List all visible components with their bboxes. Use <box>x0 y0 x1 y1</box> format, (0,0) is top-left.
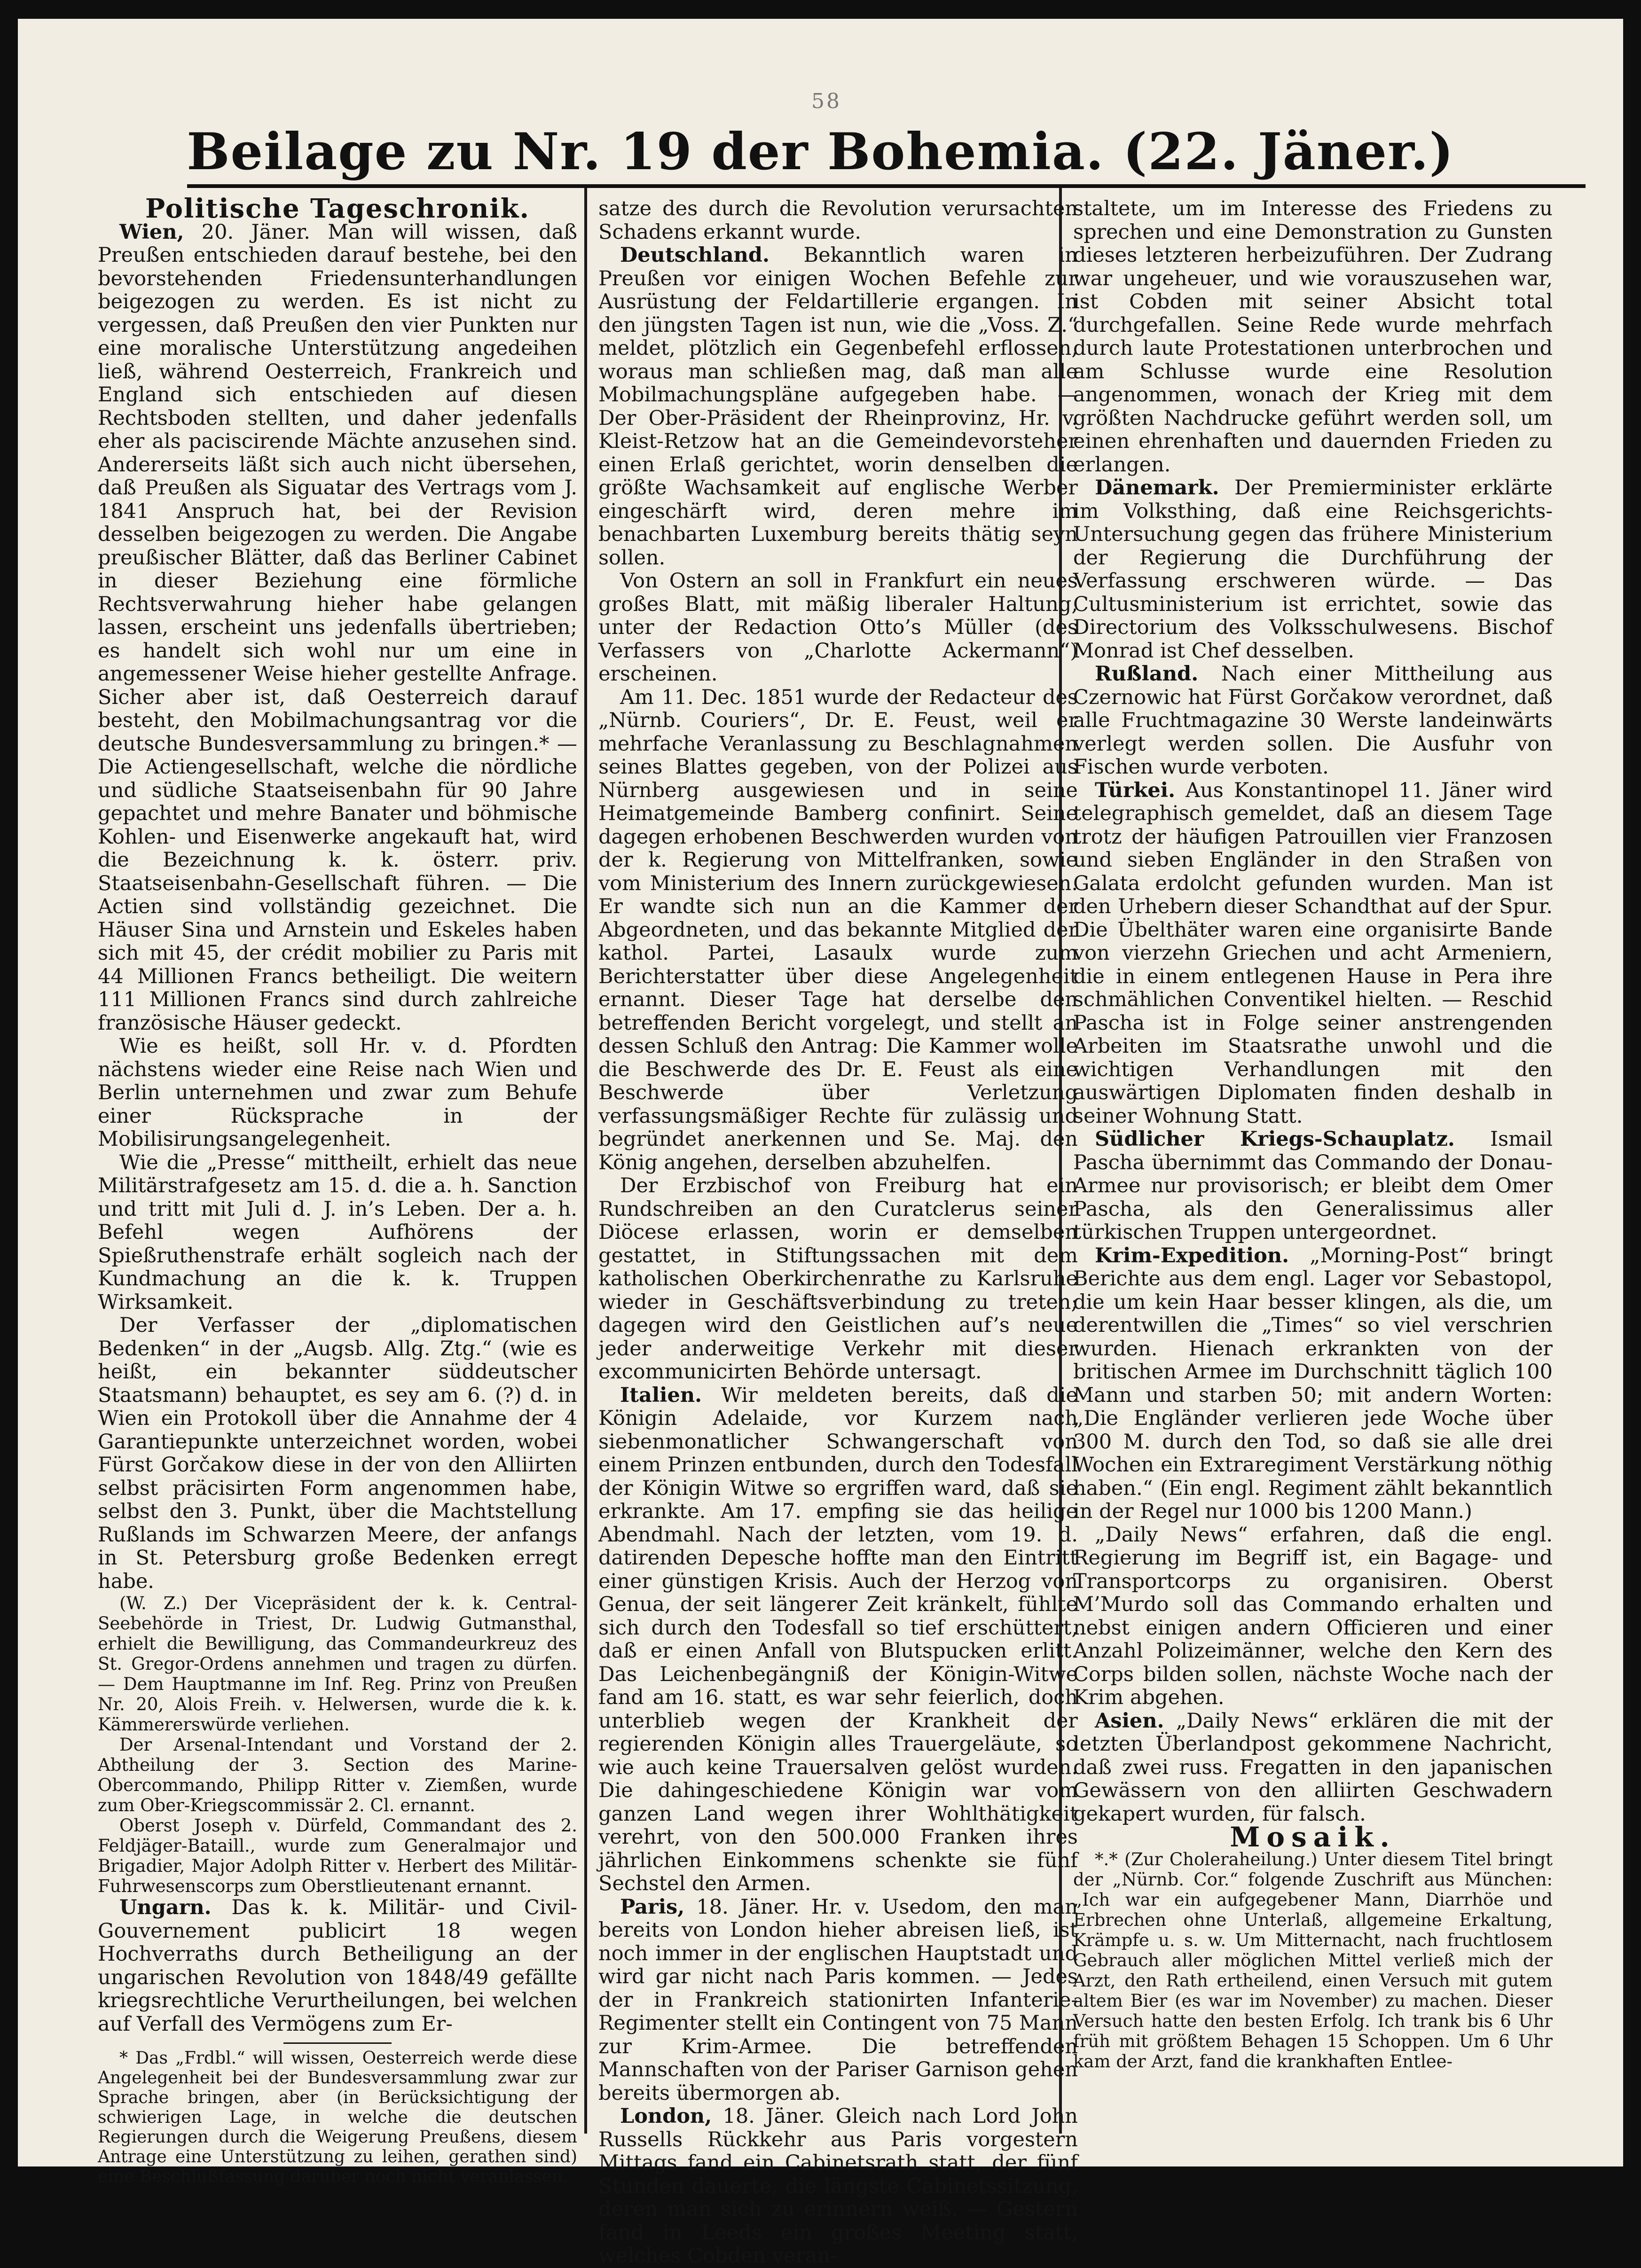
article-pfordten: Wie es heißt, soll Hr. v. d. Pfordten nächstens wieder eine Reise nach Wien und Berlin unternehmen und zwar zum Behufe einer Rücksprache in der Mobilisirungsangelegenheit. <box>98 1034 577 1151</box>
article-krim-expedition <box>1073 1244 1553 1524</box>
dateline-tuerkei: Türkei. <box>1095 778 1176 802</box>
supplement-title: Beilage zu Nr. 19 der Bohemia. (22. Jäner.) <box>187 122 1454 181</box>
notice-arsenal-intendant: Der Arsenal-Intendant und Vorstand der 2. Abtheilung der 3. Section des Marine-Obercommando, Philipp Ritter v. Ziemßen, wurde zum Ober-Kriegscommissär 2. Cl. ernannt. <box>98 1735 577 1815</box>
article-leeds-continuation: staltete, um im Interesse des Friedens zu sprechen und eine Demonstration zu Gunsten dieses letzteren herbeizuführen. Der Zudrang war ungeheuer, und wie vorauszusehen war, ist Cobden mit seiner Absicht total durchgefallen. Seine Rede wurde mehrfach durch laute Protestationen unterbrochen und am Schlusse wurde eine Resolution angenommen, wonach der Krieg mit dem größten Nachdrucke geführt werden soll, um einen ehrenhaften und dauernden Frieden zu erlangen. <box>1073 197 1553 477</box>
article-russland-text: Nach einer Mittheilung aus Czernowic hat Fürst Gorčakow verordnet, daß alle Fruchtmagazine 30 Werste landeinwärts verlegt werden sollen. Die Ausfuhr von Fischen wurde verboten. <box>1073 662 1553 779</box>
article-daily-news: „Daily News“ erfahren, daß die engl. Regierung im Begriff ist, ein Bagage- und Transportcorps zu organisiren. Oberst M’Murdo soll das Commando erhalten und nebst einigen andern Officieren und einer Anzahl Polizeimänner, welche den Kern des Corps bilden sollen, nächste Woche nach der Krim abgehen. <box>1073 1523 1553 1709</box>
notice-oberst-duerfeld: Oberst Joseph v. Dürfeld, Commandant des 2. Feldjäger-Bataill., wurde zum Generalmajor und Brigadier, Major Adolph Ritter v. Herbert des Militär-Fuhrwesenscorps zum Oberstlieutenant ernannt. <box>98 1815 577 1896</box>
article-krim-expedition-text: „Morning-Post“ bringt Berichte aus dem engl. Lager vor Sebastopol, die um kein Haar besser klingen, als die, um derentwillen die „Times“ so viel verschrien wurden. Hienach erkrankten von der britischen Armee im Durchschnitt täglich 100 Mann und starben 50; mit andern Worten: „Die Engländer verlieren jede Woche über 300 M. durch den Tod, so daß sie alle drei Wochen ein Extraregiment Verstärkung nöthig haben.“ (Ein engl. Regiment zählt bekanntlich in der Regel nur 1000 bis 1200 Mann.) <box>1073 1243 1553 1523</box>
article-deutschland-text: Bekanntlich waren in Preußen vor einigen Wochen Befehle zur Ausrüstung der Feldartillerie ergangen. In den jüngsten Tagen ist nun, wie die „Voss. Z.“ meldet, plötzlich ein Gegenbefehl erflossen, woraus man schließen mag, daß man alle Mobilmachungspläne aufgegeben habe. — Der Ober-Präsident der Rheinprovinz, Hr. v. Kleist-Retzow hat an die Gemeindevorsteher einen Erlaß gerichtet, worin denselben die größte Wachsamkeit auf englische Werber eingeschärft wird, deren mehre im benachbarten Luxemburg bereits thätig seyn sollen. <box>598 243 1078 570</box>
article-london-text: 18. Jäner. Gleich nach Lord John Russells Rückkehr aus Paris vorgestern Mittags fand ein Cabinetsrath statt, der fünf Stunden dauerte, die längste Cabinetssitzung, deren man sich zu erinnern weiß. — Gestern fand in Leeds ein großes Meeting statt, welches Cobden veran- <box>598 2104 1078 2268</box>
article-choleraheilung: *.* (Zur Choleraheilung.) Unter diesem Titel bringt der „Nürnb. Cor.“ folgende Zuschrift aus München: „Ich war ein aufgegebener Mann, Diarrhöe und Erbrechen ohne Unterlaß, allgemeine Erkaltung, Krämpfe u. s. w. Um Mitternacht, nach fruchtlosem Gebrauch aller möglichen Mittel verließ mich der Arzt, den Rath ertheilend, einen Versuch mit gutem altem Bier (es war im November) zu machen. Dieser Versuch hatte den besten Erfolg. Ich trank bis 6 Uhr früh mit größtem Behagen 15 Schoppen. Um 6 Uhr kam der Arzt, fand die krankhaften Entlee- <box>1073 1849 1553 2072</box>
article-ungarn-text: Das k. k. Militär- und Civil-Gouvernement publicirt 18 wegen Hochverraths durch Betheiligung an der ungarischen Revolution von 1848/49 gefällte kriegsrechtliche Verurtheilungen, bei welchen auf Verfall des Vermögens zum Er- <box>98 1896 577 2036</box>
dateline-deutschland: Deutschland. <box>620 243 769 267</box>
article-wien-text: 20. Jäner. Man will wissen, daß Preußen entschieden darauf bestehe, bei den bevorstehenden Friedensunterhandlungen beigezogen zu werden. Es ist nicht zu vergessen, daß Preußen den vier Punkten nur eine moralische Unterstützung angedeihen ließ, während Oesterreich, Frankreich und England sich entschieden auf diesen Rechtsboden stellten, und daher jedenfalls eher als paciscirende Mächte anzusehen sind. Andererseits läßt sich auch nicht übersehen, daß Preußen als Siguatar des Vertrags vom J. 1841 Anspruch hat, bei der Revision desselben beigezogen zu werden. Die Angabe preußischer Blätter, daß das Berliner Cabinet in dieser Beziehung eine förmliche Rechtsverwahrung hieher habe gelangen lassen, erscheint uns jedenfalls übertrieben; es handelt sich wohl nur um eine in angemessener Weise hieher gestellte Anfrage. Sicher aber ist, daß Oesterreich darauf besteht, den Mobilmachungsantrag vor die deutsche Bundesversammlung zu bringen.* — Die Actiengesellschaft, welche die nördliche und südliche Staatseisenbahn für 90 Jahre gepachtet und mehre Banater und böhmische Kohlen- und Eisenwerke angekauft hat, wird die Bezeichnung k. k. österr. priv. Staatseisenbahn-Gesellschaft führen. — Die Actien sind vollständig gezeichnet. Die Häuser Sina und Arnstein und Eskeles haben sich mit 45, der crédit mobilier zu Paris mit 44 Millionen Francs betheiligt. Die weitern 111 Millionen Francs sind durch zahlreiche französische Häuser gedeckt. <box>98 220 577 1035</box>
article-russland <box>1073 663 1553 779</box>
article-daenemark <box>1073 477 1553 663</box>
dateline-london: London, <box>620 2104 712 2128</box>
dateline-kriegsschauplatz: Südlicher Kriegs-Schauplatz. <box>1095 1127 1455 1151</box>
article-tuerkei-text: Aus Konstantinopel 11. Jäner wird telegraphisch gemeldet, daß an diesem Tage trotz der häufigen Patrouillen vier Franzosen und sieben Engländer in den Straßen von Galata erdolcht gefunden wurden. Man ist den Urhebern dieser Schandthat auf der Spur. Die Übelthäter waren eine organisirte Bande von vierzehn Griechen und acht Armeniern, die in einem entlegenen Hause in Pera ihre schmählichen Conventikel hielten. — Reschid Pascha ist in Folge seiner anstrengenden Arbeiten im Staatsrathe unwohl und die wichtigen Verhandlungen mit den auswärtigen Diplomaten finden deshalb in seiner Wohnung Statt. <box>1073 778 1553 1128</box>
newspaper-page <box>18 19 1623 2268</box>
footnote: * Das „Frdbl.“ will wissen, Oesterreich werde diese Angelegenheit bei der Bundesversammlung zwar zur Sprache bringen, aber (in Berücksichtigung der schwierigen Lage, in welche die deutschen Regierungen durch die Weigerung Preußens, diesem Antrage eine Unterstützung zu leihen, gerathen sind) eine Beschlußfassung darüber noch nicht veranlassen. <box>98 2049 577 2186</box>
dateline-daenemark: Dänemark. <box>1095 476 1219 500</box>
article-wien <box>98 221 577 1035</box>
dateline-asien: Asien. <box>1095 1709 1164 1733</box>
column-divider-1 <box>584 188 587 2134</box>
article-frankfurt-blatt: Von Ostern an soll in Frankfurt ein neues großes Blatt, mit mäßig liberaler Haltung, unter der Redaction Otto’s Müller (des Verfassers von „Charlotte Ackermann“) erscheinen. <box>598 569 1078 686</box>
article-ungarn <box>98 1896 577 2036</box>
article-london <box>598 2105 1078 2268</box>
section-title-tageschronik: Politische Tageschronik. <box>145 193 530 224</box>
article-deutschland <box>598 244 1078 570</box>
article-kriegsschauplatz <box>1073 1128 1553 1244</box>
article-asien <box>1073 1710 1553 1826</box>
article-militaerstrafgesetz: Wie die „Presse“ mittheilt, erhielt das neue Militärstrafgesetz am 15. d. die a. h. Sanction und tritt mit Juli d. J. in’s Leben. Der a. h. Befehl wegen Aufhörens der Spießruthenstrafe erhält sogleich nach der Kundmachung an die k. k. Truppen Wirksamkeit. <box>98 1150 577 1314</box>
section-title-mosaik: Mosaik. <box>1230 1821 1396 1853</box>
article-italien <box>598 1384 1078 1896</box>
dateline-krim-expedition: Krim-Expedition. <box>1095 1243 1289 1267</box>
article-erzbischof: Der Erzbischof von Freiburg hat ein Rundschreiben an den Curatclerus seiner Diöcese erlassen, worin er demselben gestattet, in Stiftungssachen mit dem katholischen Oberkirchenrathe zu Karlsruhe wieder in Geschäftsverbindung zu treten; dagegen wird den Geistlichen auf’s neue jeder anderweitige Verkehr mit dieser excommunicirten Behörde untersagt. <box>598 1174 1078 1384</box>
article-kriegsschauplatz-text: Ismail Pascha übernimmt das Commando der Donau-Armee nur provisorisch; er bleibt dem Omer Pascha, als den Generalissimus aller türkischen Truppen untergeordnet. <box>1073 1127 1553 1244</box>
article-tuerkei <box>1073 779 1553 1128</box>
dateline-russland: Rußland. <box>1095 662 1199 686</box>
column-2 <box>598 197 1078 2268</box>
dateline-wien: Wien, <box>119 220 184 244</box>
dateline-paris: Paris, <box>620 1895 685 1919</box>
dateline-italien: Italien. <box>620 1383 702 1407</box>
notice-wz-appointments: (W. Z.) Der Vicepräsident der k. k. Central-Seebehörde in Triest, Dr. Ludwig Gutmansthal, erhielt die Bewilligung, das Commandeurkreuz des St. Gregor-Ordens annehmen und tragen zu dürfen. — Dem Hauptmanne im Inf. Reg. Prinz von Preußen Nr. 20, Alois Freih. v. Helwersen, wurde die k. k. Kämmererswürde verliehen. <box>98 1593 577 1735</box>
article-continuation: satze des durch die Revolution verursachten Schadens erkannt wurde. <box>598 197 1078 244</box>
header-rule <box>187 184 1586 188</box>
article-paris <box>598 1896 1078 2105</box>
dateline-ungarn: Ungarn. <box>119 1896 212 1919</box>
article-diplomatische-bedenken: Der Verfasser der „diplomatischen Bedenken“ in der „Augsb. Allg. Ztg.“ (wie es heißt, ein bekannter süddeutscher Staatsmann) behauptet, es sey am 6. (?) d. in Wien ein Protokoll über die Annahme der 4 Garantiepunkte unterzeichnet worden, wobei Fürst Gorčakow diese in der von den Alliirten selbst präcisirten Form angenommen habe, selbst den 3. Punkt, über die Machtstellung Rußlands im Schwarzen Meere, der anfangs in St. Petersburg große Bedenken erregt habe. <box>98 1314 577 1593</box>
footnote-rule <box>283 2042 392 2044</box>
article-feust: Am 11. Dec. 1851 wurde der Redacteur des „Nürnb. Couriers“, Dr. E. Feust, weil er mehrfache Veranlassung zu Beschlagnahmen seines Blattes gegeben, von der Polizei aus Nürnberg ausgewiesen und in seine Heimatgemeinde Bamberg confinirt. Seine dagegen erhobenen Beschwerden wurden von der k. Regierung von Mittelfranken, sowie vom Ministerium des Innern zurückgewiesen. Er wandte sich nun an die Kammer der Abgeordneten, und das bekannte Mitglied der kathol. Partei, Lasaulx wurde zum Berichterstatter über diese Angelegenheit ernannt. Dieser Tage hat derselbe den betreffenden Bericht vorgelegt, und stellt an dessen Schluß den Antrag: Die Kammer wolle die Beschwerde des Dr. E. Feust als eine Beschwerde über Verletzung verfassungsmäßiger Rechte für zulässig und begründet anerkennen und Se. Maj. den König angehen, derselben abzuhelfen. <box>598 685 1078 1174</box>
page-number: 58 <box>811 89 841 113</box>
article-italien-text: Wir meldeten bereits, daß die Königin Adelaide, vor Kurzem nach siebenmonatlicher Schwangerschaft von einem Prinzen entbunden, durch den Todesfall der Königin Witwe so ergriffen ward, daß sie erkrankte. Am 17. empfing sie das heilige Abendmahl. Nach der letzten, vom 19. d. datirenden Depesche hoffte man den Eintritt einer günstigen Krisis. Auch der Herzog von Genua, der seit längerer Zeit kränkelt, fühlte sich durch den Todesfall so tief erschüttert, daß er einen Anfall von Blutspucken erlitt. Das Leichenbegängniß der Königin-Witwe fand am 16. statt, es war sehr feierlich, doch unterblieb wegen der Krankheit der regierenden Königin alles Trauergeläute, so wie auch keine Trauersalven gelöst wurden. Die dahingeschiedene Königin war vom ganzen Land wegen ihrer Wohlthätigkeit verehrt, von den 500.000 Franken ihres jährlichen Einkommens schenkte sie fünf Sechstel den Armen. <box>598 1383 1078 1895</box>
article-asien-text: „Daily News“ erklären die mit der letzten Überlandpost gekommene Nachricht, daß zwei russ. Fregatten in den japanischen Gewässern von den alliirten Geschwadern gekapert wurden, für falsch. <box>1073 1709 1553 1826</box>
column-1 <box>98 193 577 2186</box>
column-3 <box>1073 197 1553 2134</box>
article-paris-text: 18. Jäner. Hr. v. Usedom, den man bereits von London hieher abreisen ließ, ist noch immer in der englischen Hauptstadt und wird gar nicht nach Paris kommen. — Jedes der in Frankreich stationirten Infanterie-Regimenter stellt ein Contingent von 75 Mann zur Krim-Armee. Die betreffenden Mannschaften von der Pariser Garnison gehen bereits übermorgen ab. <box>598 1895 1078 2105</box>
article-daenemark-text: Der Premierminister erklärte im Volksthing, daß eine Reichsgerichts-Untersuchung gegen das frühere Ministerium der Regierung die Durchführung der Verfassung erschweren würde. — Das Cultusministerium ist errichtet, sowie das Directorium des Volksschulwesens. Bischof Monrad ist Chef desselben. <box>1073 476 1553 663</box>
